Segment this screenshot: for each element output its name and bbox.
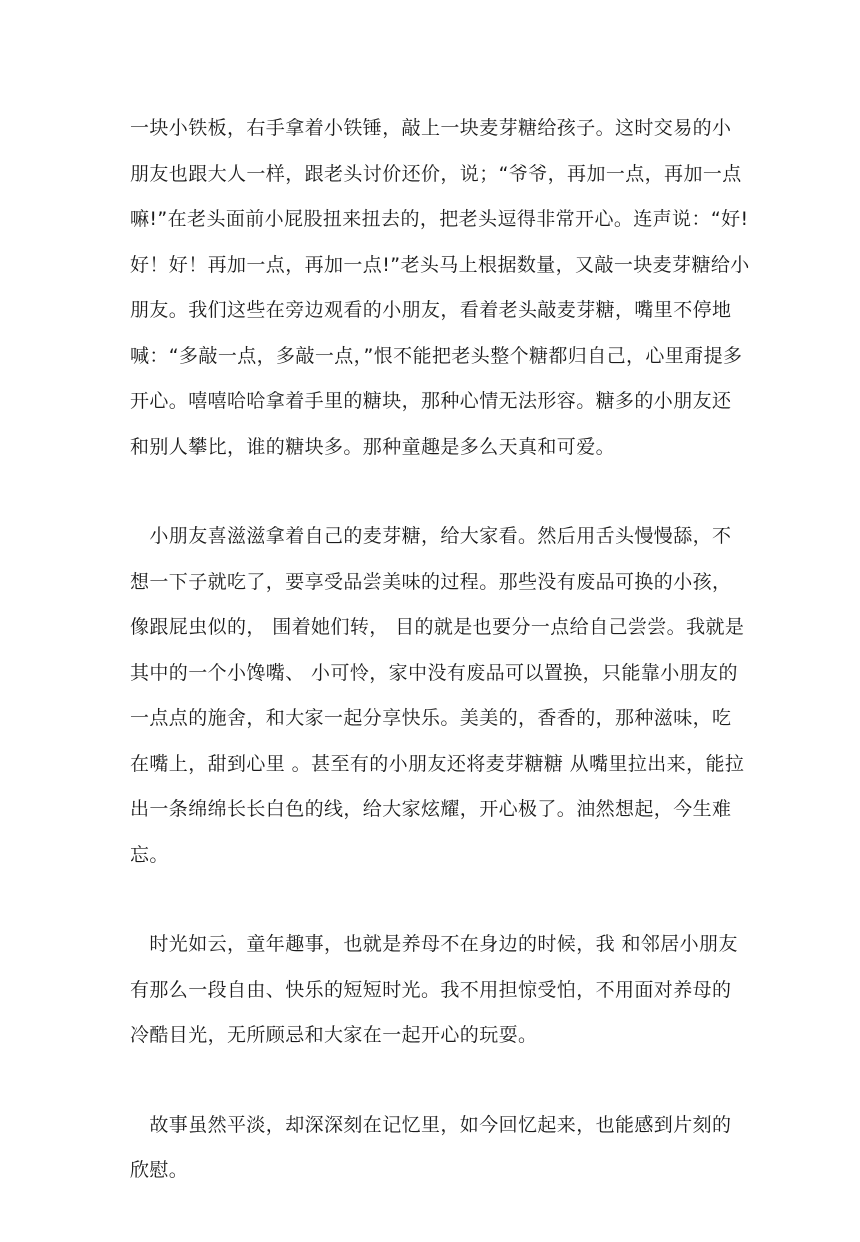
- text-line: 有那么一段自由、快乐的短短时光。我不用担惊受怕，不用面对养母的: [130, 978, 732, 1001]
- article-body: [130, 110, 750, 1242]
- text-line: 好！好！再加一点，再加一点!”老头马上根据数量，又敲一块麦芽糖给小: [130, 253, 750, 276]
- text-line: 和别人攀比，谁的糖块多。那种童趣是多么天真和可爱。: [130, 435, 616, 458]
- text-line: 一点点的施舍，和大家一起分享快乐。美美的，香香的，那种滋味，吃: [130, 707, 732, 729]
- paragraph-4: [130, 1107, 730, 1198]
- text-line: 其中的一个小馋嘴、 小可怜，家中没有废品可以置换，只能靠小朋友的: [130, 661, 738, 684]
- text-line: 故事虽然平淡，却深深刻在记忆里，如今回忆起来，也能感到片刻的: [130, 1113, 732, 1136]
- text-line: 冷酷目光，无所顾忌和大家在一起开心的玩耍。: [130, 1024, 538, 1046]
- paragraph-2: [130, 518, 745, 882]
- text-line: 嘛!”在老头面前小屁股扭来扭去的，把老头逗得非常开心。连声说：“好!: [130, 208, 749, 230]
- text-line: 朋友也跟大人一样，跟老头讨价还价，说；“爷爷，再加一点，再加一点: [130, 162, 742, 185]
- text-line: 喊：“多敲一点，多敲一点，”恨不能把老头整个糖都归自己，心里甭提多: [130, 344, 743, 367]
- text-line: 一块小铁板，右手拿着小铁锤，敲上一块麦芽糖给孩子。这时交易的小: [130, 117, 732, 139]
- text-line: 小朋友喜滋滋拿着自己的麦芽糖，给大家看。然后用舌头慢慢舔，不: [130, 525, 732, 547]
- text-line: 开心。嘻嘻哈哈拿着手里的糖块，那种心情无法形容。糖多的小朋友还: [130, 390, 732, 412]
- text-line: 像跟屁虫似的， 围着她们转， 目的就是也要分一点给自己尝尝。我就是: [130, 616, 745, 638]
- text-line: 欣慰。: [130, 1159, 189, 1181]
- text-line: 出一条绵绵长长白色的线，给大家炫耀，开心极了。油然想起，今生难: [130, 798, 732, 820]
- text-line: 在嘴上，甜到心里 。甚至有的小朋友还将麦芽糖糖 从嘴里拉出来，能拉: [130, 752, 745, 775]
- paragraph-3: [130, 926, 738, 1063]
- text-line: 忘。: [130, 843, 169, 866]
- paragraph-1: [130, 110, 750, 474]
- text-line: 时光如云，童年趣事，也就是养母不在身边的时候，我 和邻居小朋友: [130, 933, 738, 955]
- text-line: 想一下子就吃了，要享受品尝美味的过程。那些没有废品可换的小孩，: [130, 570, 732, 593]
- text-line: 朋友。我们这些在旁边观看的小朋友，看着老头敲麦芽糖，嘴里不停地: [130, 299, 732, 321]
